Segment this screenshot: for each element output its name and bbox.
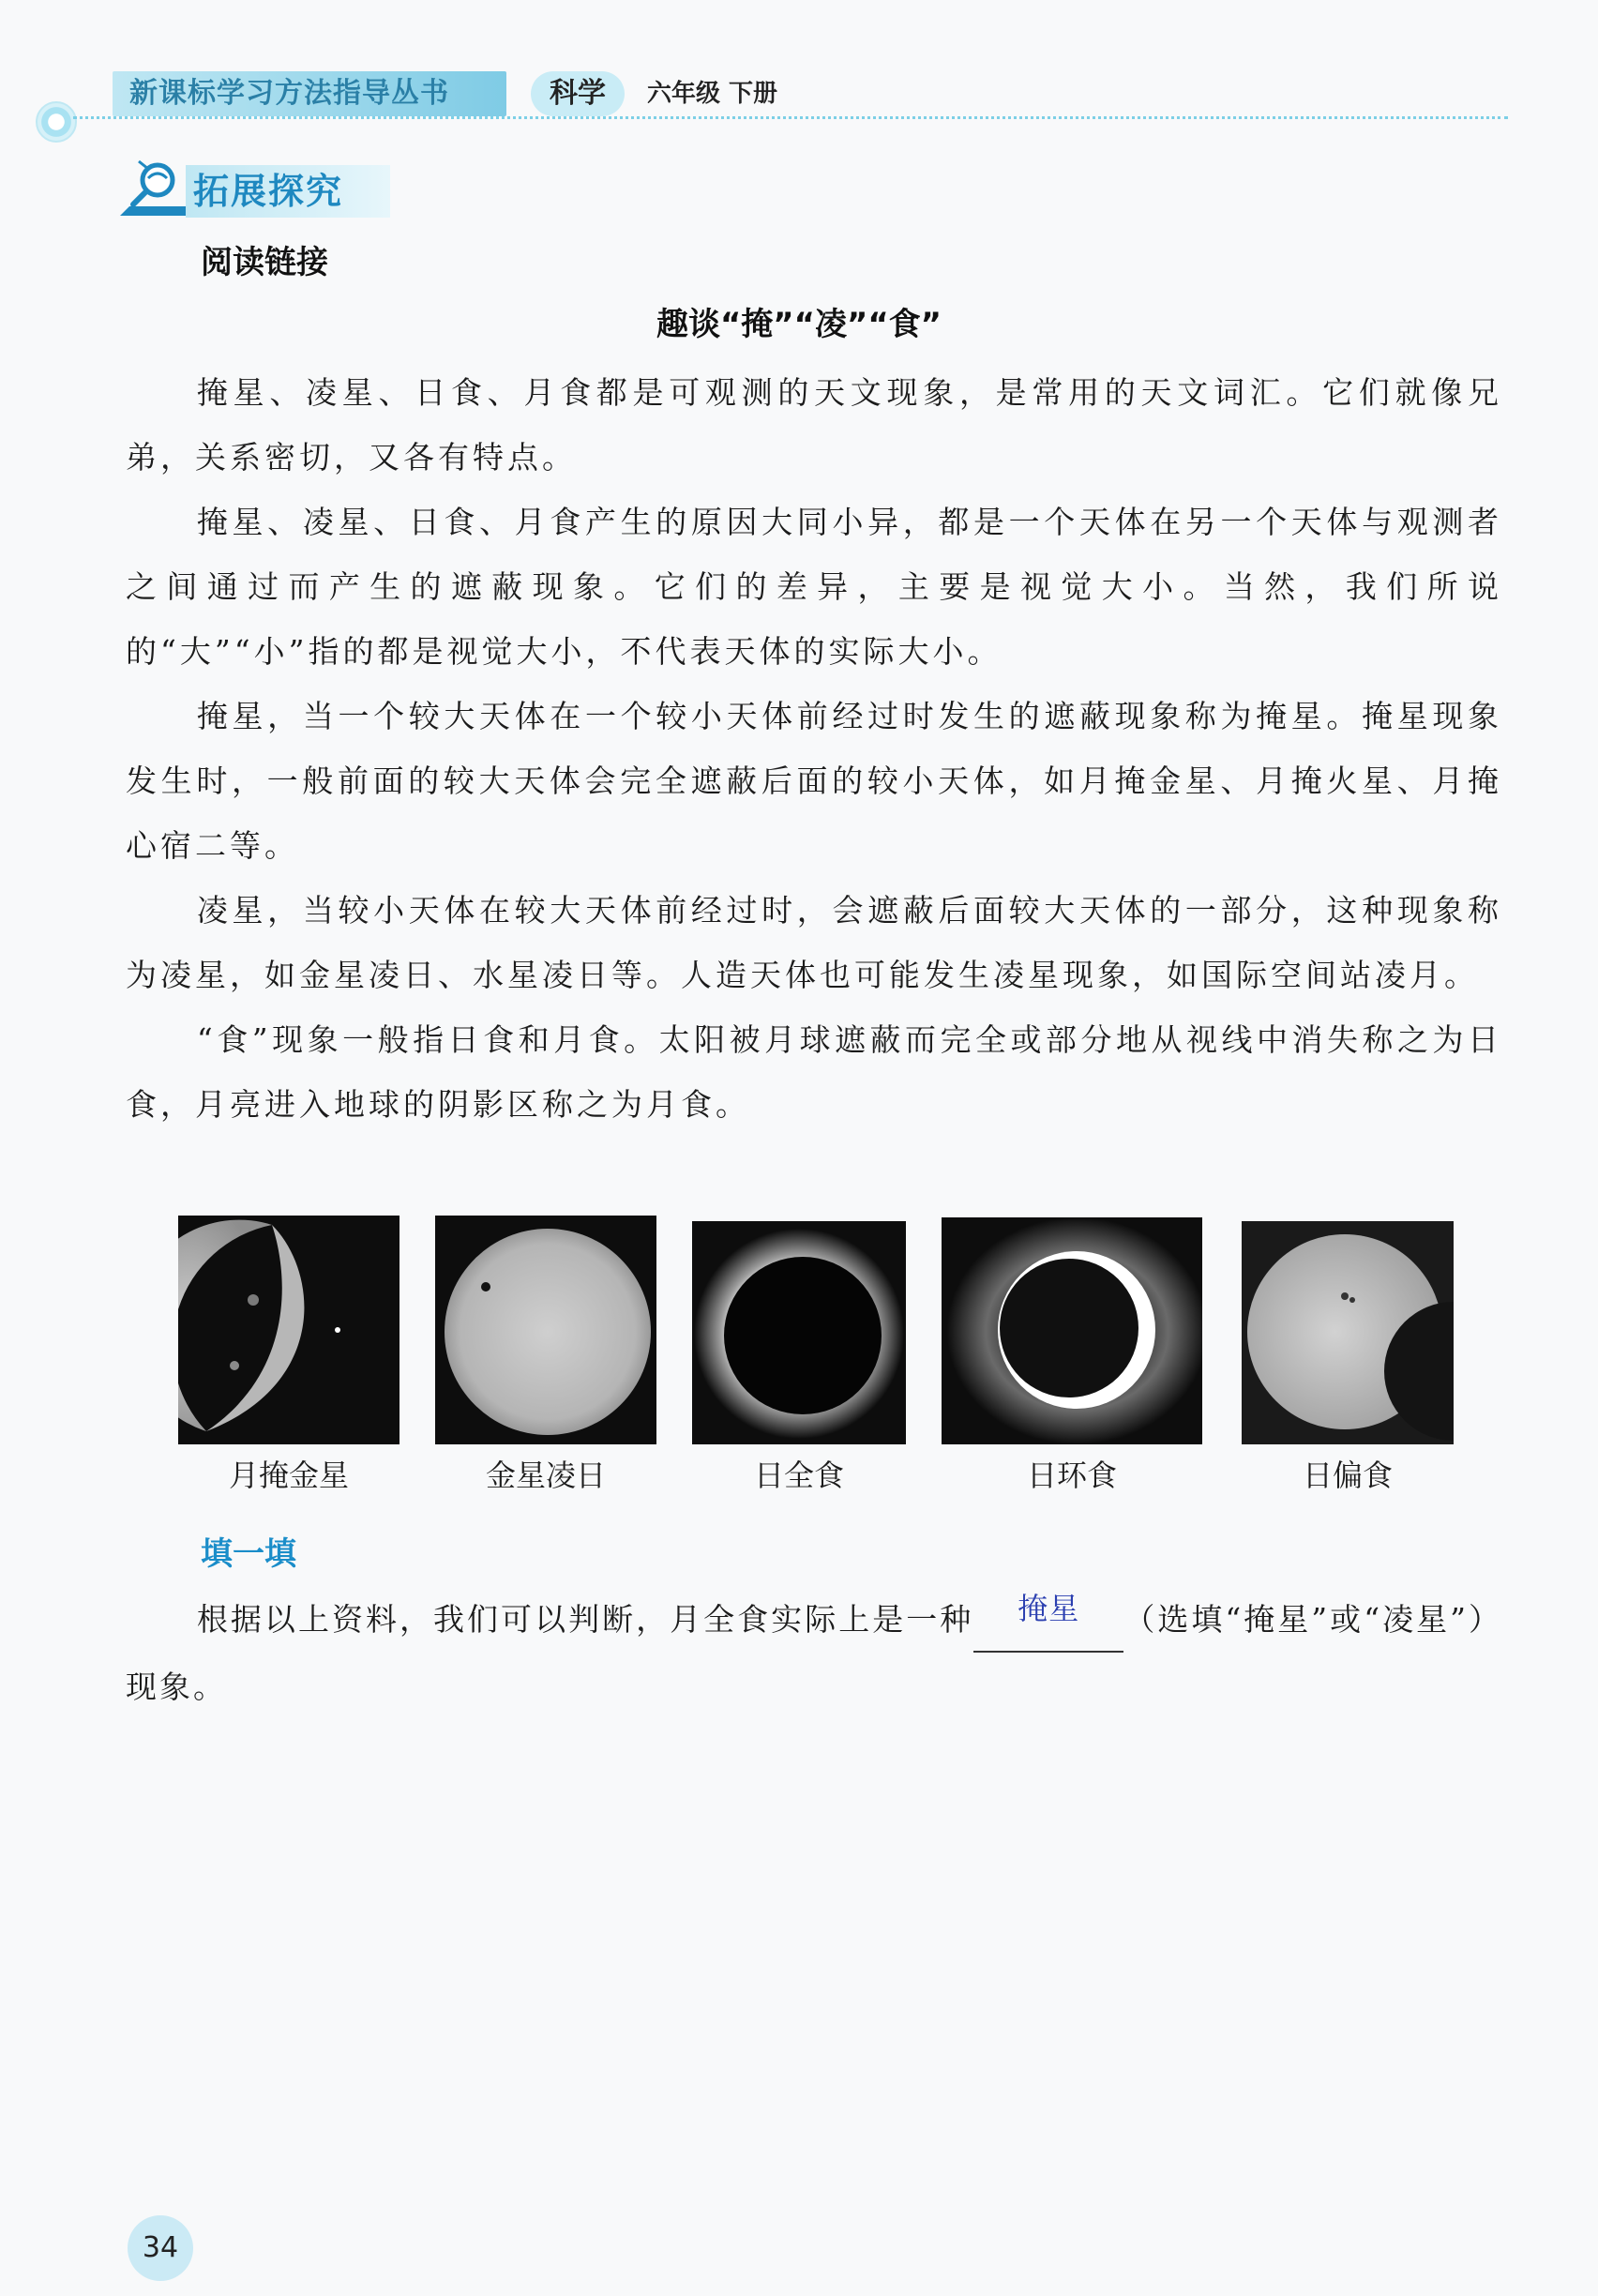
figure-caption: 日全食 <box>753 1458 844 1493</box>
header-ornament <box>36 101 77 143</box>
article-title: 趣谈“掩”“凌”“食” <box>656 306 942 343</box>
page-number: 34 <box>128 2215 193 2281</box>
handwritten-answer: 掩星 <box>1018 1592 1080 1625</box>
header-divider <box>73 116 1508 119</box>
transit-of-venus-photo <box>435 1216 656 1444</box>
exercise-question <box>126 1587 1502 1720</box>
figure-caption: 日环食 <box>1026 1458 1117 1493</box>
paragraph: 掩星、凌星、日食、月食都是可观测的天文现象，是常用的天文词汇。它们就像兄弟，关系密切，又各有特点。 <box>126 374 1502 476</box>
series-banner <box>113 71 506 116</box>
paragraph: “食”现象一般指日食和月食。太阳被月球遮蔽而完全或部分地从视线中消失称之为日食，月亮进入地球的阴影区称之为月食。 <box>126 1021 1502 1123</box>
paragraph: 掩星，当一个较大天体在一个较小天体前经过时发生的遮蔽现象称为掩星。掩星现象发生时，一般前面的较大天体会完全遮蔽后面的较小天体，如月掩金星、月掩火星、月掩心宿二等。 <box>126 698 1502 864</box>
series-title: 新课标学习方法指导丛书 <box>129 77 449 110</box>
question-text: 根据以上资料，我们可以判断，月全食实际上是一种 <box>196 1601 974 1638</box>
partial-solar-eclipse-photo <box>1242 1221 1454 1444</box>
magnifier-icon <box>120 158 188 216</box>
section-title: 拓展探究 <box>193 171 344 212</box>
figure-caption: 金星凌日 <box>485 1458 606 1493</box>
annular-solar-eclipse-photo <box>942 1217 1202 1444</box>
grade-label: 六年级 下册 <box>647 80 778 108</box>
reading-subhead: 阅读链接 <box>201 244 328 281</box>
figure-caption: 月掩金星 <box>228 1458 349 1493</box>
answer-blank[interactable] <box>973 1585 1123 1653</box>
paragraph: 凌星，当较小天体在较大天体前经过时，会遮蔽后面较大天体的一部分，这种现象称为凌星，如金星凌日、水星凌日等。人造天体也可能发生凌星现象，如国际空间站凌月。 <box>126 892 1502 993</box>
section-title-band <box>186 165 390 218</box>
total-solar-eclipse-photo <box>692 1221 906 1444</box>
exercise-heading: 填一填 <box>201 1535 296 1573</box>
figure-caption: 日偏食 <box>1302 1458 1393 1493</box>
article-body <box>126 360 1502 1137</box>
question-options: （选填“掩星”或“凌星”）现象。 <box>126 1601 1503 1705</box>
subject-badge: 科学 <box>531 71 625 116</box>
paragraph: 掩星、凌星、日食、月食产生的原因大同小异，都是一个天体在另一个天体与观测者之间通过而产生的遮蔽现象。它们的差异，主要是视觉大小。当然，我们所说的“大”“小”指的都是视觉大小，不代表天体的实际大小。 <box>126 504 1502 670</box>
occultation-of-venus-photo <box>178 1216 400 1444</box>
